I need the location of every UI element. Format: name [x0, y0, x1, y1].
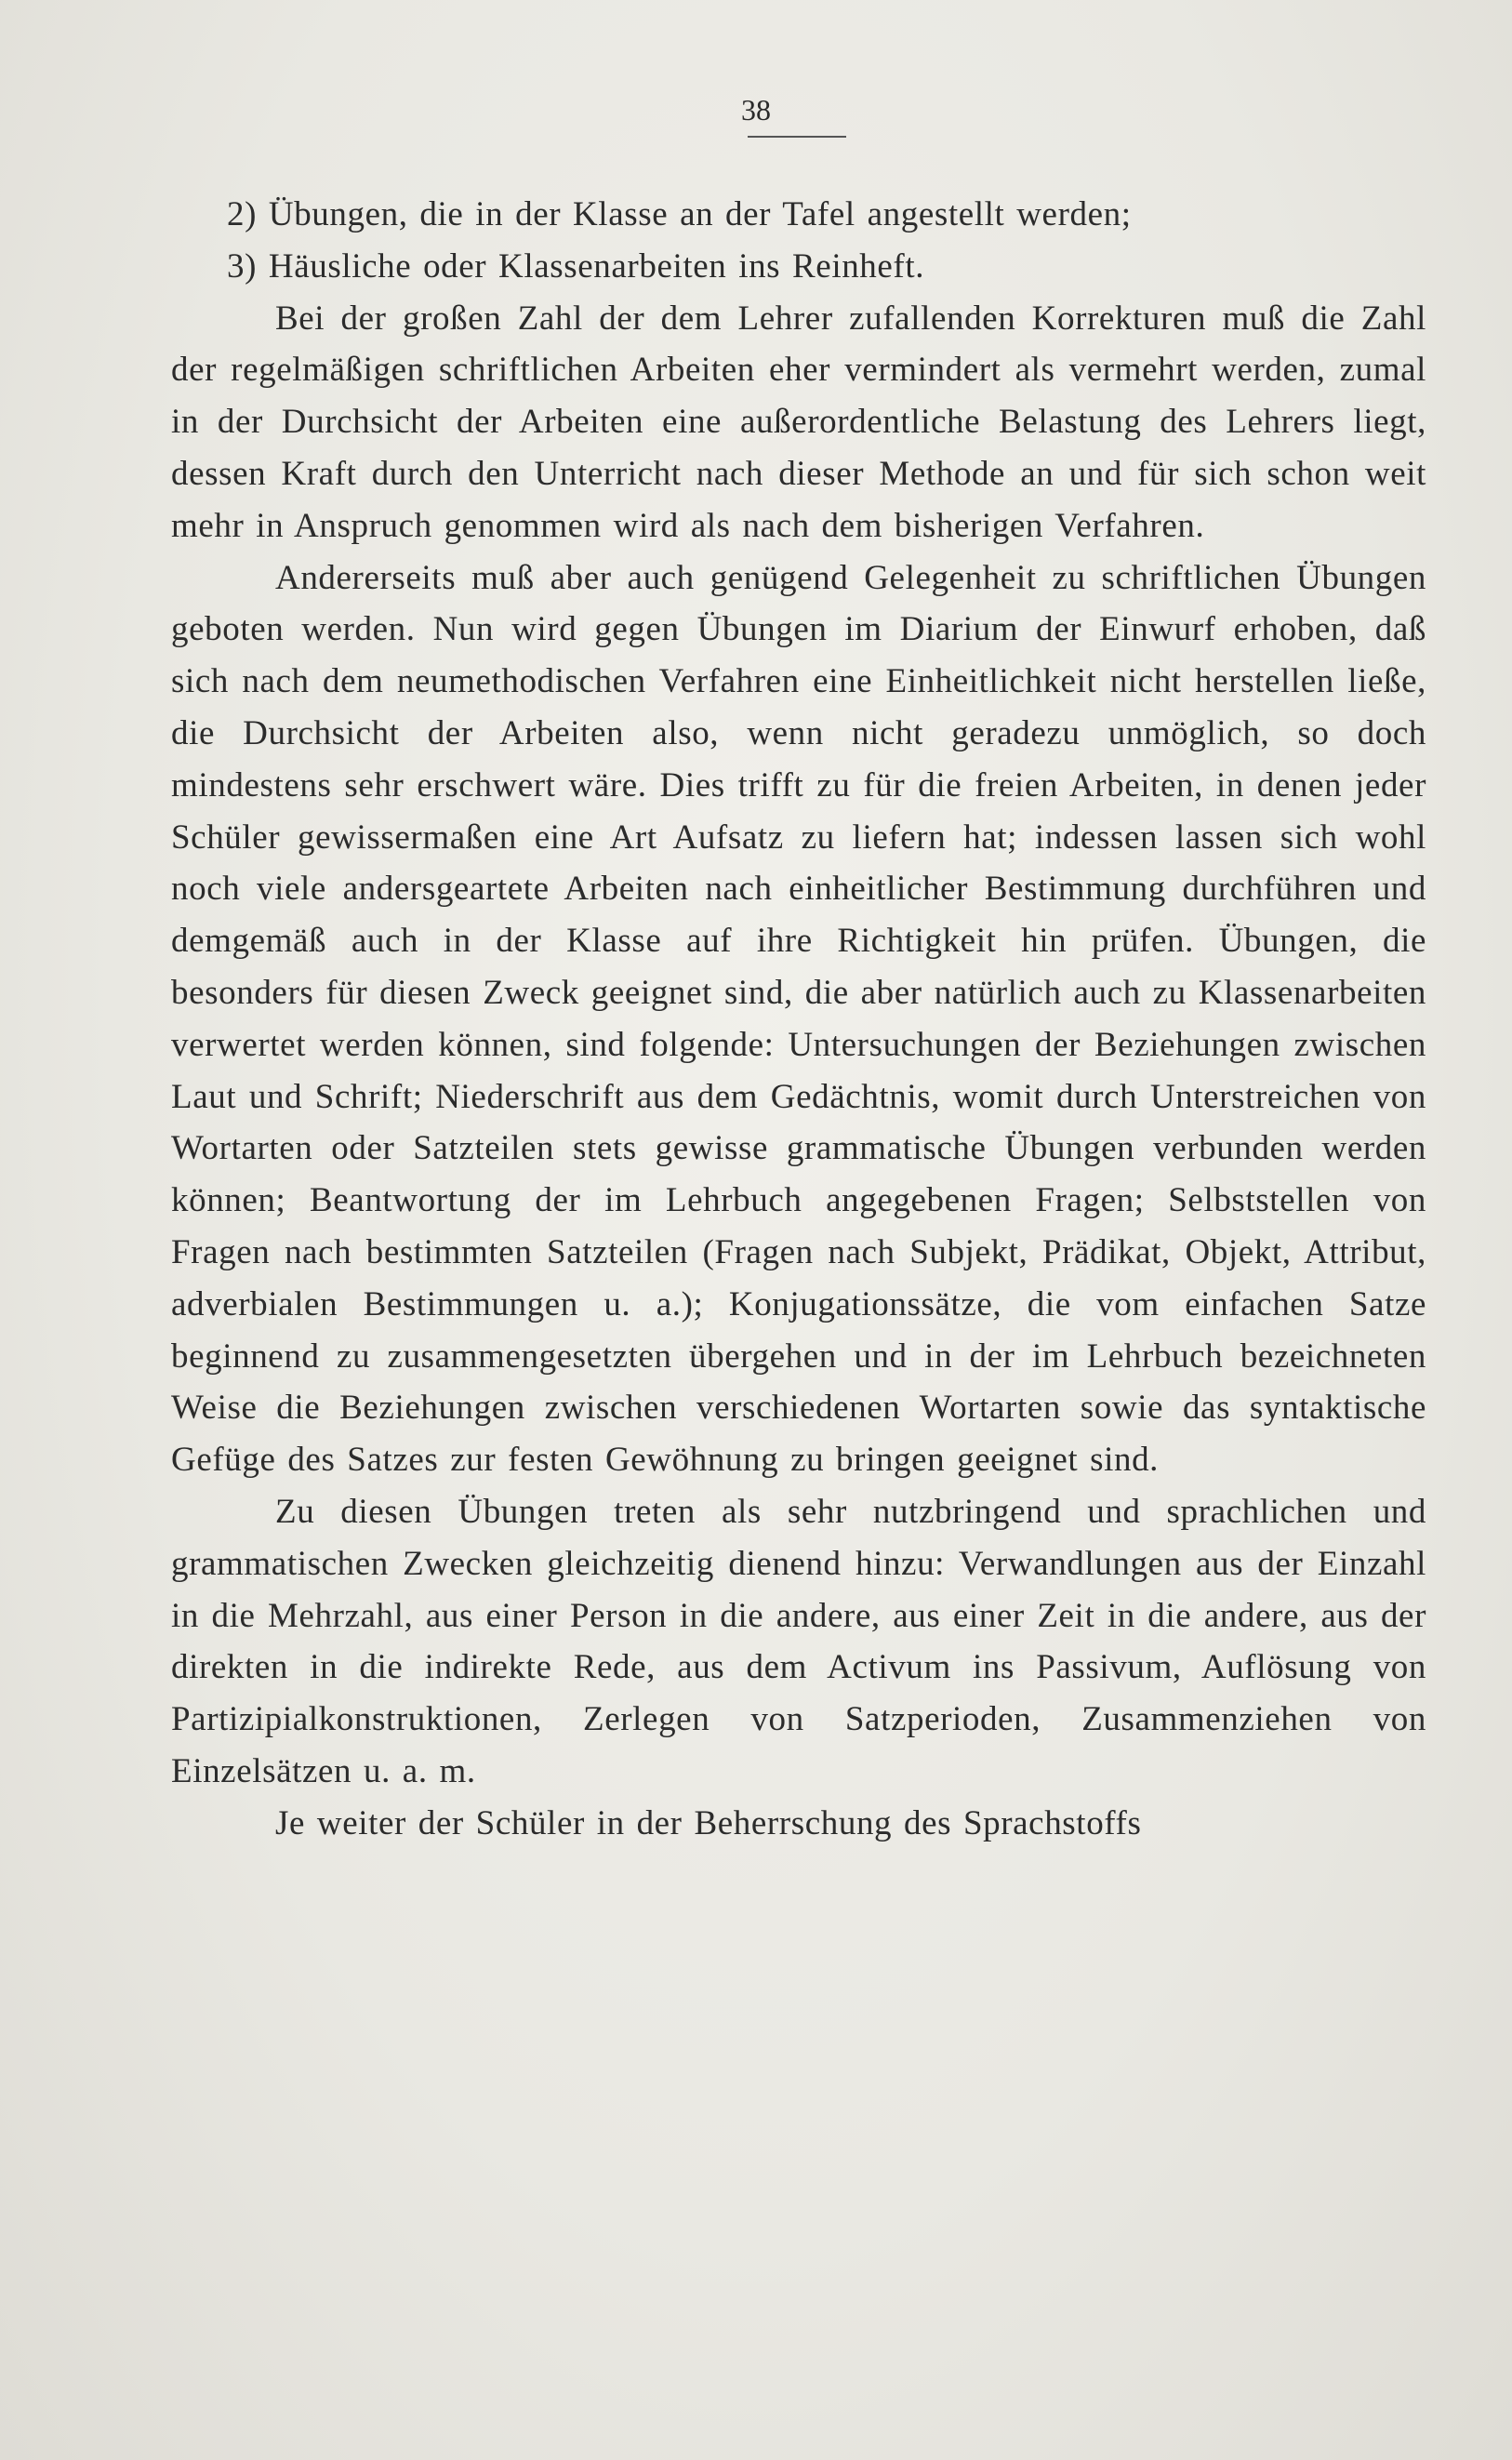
- page-number: 38: [741, 93, 771, 126]
- paragraph: Bei der großen Zahl der dem Lehrer zufallenden Korrekturen muß die Zahl der regelmäßigen schriftlichen Arbeiten eher vermindert als vermehrt werden, zumal in der Durchsicht der Arbeiten eine außerordentliche Belastung des Lehrers liegt, dessen Kraft durch den Unterricht nach dieser Methode an und für sich schon weit mehr in Anspruch genommen wird als nach dem bisherigen Verfahren.: [171, 299, 1426, 545]
- list-item: 3) Häusliche oder Klassenarbeiten ins Reinheft.: [227, 246, 925, 286]
- paragraph: Andererseits muß aber auch genügend Gelegenheit zu schriftlichen Übungen geboten werden. Nun wird gegen Übungen im Diarium der Einwurf erhoben, daß sich nach dem neumethodischen Verfahren eine Einheitlichkeit nicht herstellen ließe, die Durchsicht der Arbeiten also, wenn nicht geradezu unmöglich, so doch mindestens sehr erschwert wäre. Dies trifft zu für die freien Arbeiten, in denen jeder Schüler gewissermaßen eine Art Aufsatz zu liefern hat; indessen lassen sich wohl noch viele andersgeartete Arbeiten nach einheitlicher Bestimmung durchführen und demgemäß auch in der Klasse auf ihre Richtigkeit hin prüfen. Übungen, die besonders für diesen Zweck geeignet sind, die aber natürlich auch zu Klassenarbeiten verwertet werden können, sind folgende: Untersuchungen der Beziehungen zwischen Laut und Schrift; Niederschrift aus dem Gedächtnis, womit durch Unterstreichen von Wortarten oder Satzteilen stets gewisse grammatische Übungen verbunden werden können; Beantwortung der im Lehrbuch angegebenen Fragen; Selbststellen von Fragen nach bestimmten Satzteilen (Fragen nach Subjekt, Prädikat, Objekt, Attribut, adverbialen Bestimmungen u. a.); Konjugationssätze, die vom einfachen Satze beginnend zu zusammengesetzten übergehen und in der im Lehrbuch bezeichneten Weise die Beziehungen zwischen verschiedenen Wortarten sowie das syntaktische Gefüge des Satzes zur festen Gewöhnung zu bringen geeignet sind.: [171, 558, 1426, 1480]
- paragraph: Je weiter der Schüler in der Beherrschung des Sprachstoffs: [275, 1803, 1142, 1842]
- list-item: 2) Übungen, die in der Klasse an der Tafel angestellt werden;: [227, 195, 1132, 233]
- page-number-rule: [748, 136, 846, 138]
- body-text: [171, 189, 1426, 1850]
- paragraph: Zu diesen Übungen treten als sehr nutzbringend und sprachlichen und grammatischen Zwecken gleichzeitig dienend hinzu: Verwandlungen aus der Einzahl in die Mehrzahl, aus einer Person in die andere, aus einer Zeit in die andere, aus der direkten in die indirekte Rede, aus dem Activum ins Passivum, Auflösung von Partizipialkonstruktionen, Zerlegen von Satzperioden, Zusammenziehen von Einzelsätzen u. a. m.: [171, 1492, 1426, 1790]
